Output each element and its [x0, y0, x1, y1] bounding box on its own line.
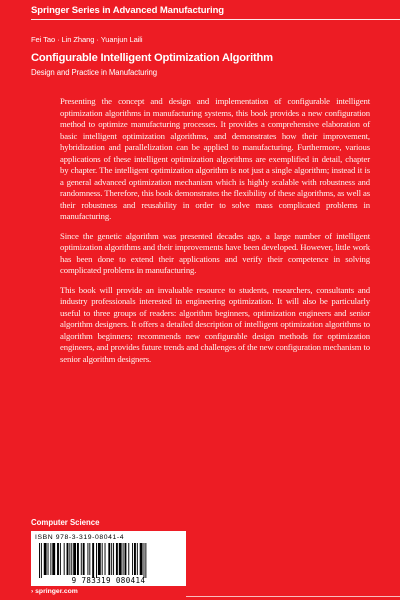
barcode-bar — [145, 543, 146, 578]
barcode-bar — [83, 543, 85, 575]
publisher-link[interactable]: › springer.com — [31, 588, 78, 595]
bottom-divider — [186, 596, 400, 597]
barcode-bar — [134, 543, 136, 575]
description-paragraph-3: This book will provide an invaluable resource to students, researchers, consultants and industry professionals interested in engineering optimization. It will also be particularly useful to three groups of readers: algorithm beginners, optimization engineers and senior algorithm designers. It offers a detailed description of intelligent optimization algorithms to algorithm beginners; recommends new configurable design methods for optimization engineers, and provides future trends and challenges of the new configuration mechanism to senior algorithm designers. — [60, 284, 370, 364]
barcode-bar — [73, 543, 76, 575]
ean-digits: 9 783319 080414 — [71, 576, 146, 585]
barcode-bar — [125, 543, 127, 575]
barcode-bar — [144, 543, 145, 578]
barcode-bar — [128, 543, 129, 575]
book-subtitle: Design and Practice in Manufacturing — [31, 68, 157, 77]
barcode-bar — [81, 543, 82, 575]
barcode-bar — [98, 543, 101, 575]
subject-category: Computer Science — [31, 518, 100, 527]
barcode-bar — [96, 543, 97, 578]
series-name: Springer Series in Advanced Manufacturing — [31, 5, 224, 16]
series-divider — [31, 19, 400, 20]
barcode-bar — [132, 543, 133, 575]
barcode-bar — [87, 543, 88, 575]
barcode-bar — [102, 543, 103, 575]
book-title: Configurable Intelligent Optimization Algorithm — [31, 52, 273, 64]
barcode-bar — [140, 543, 143, 575]
barcode-bar — [105, 543, 106, 575]
barcode-bar — [71, 543, 72, 575]
barcode-bar — [92, 543, 94, 578]
barcode-bar — [116, 543, 118, 575]
authors: Fei Tao · Lin Zhang · Yuanjun Laili — [31, 35, 143, 44]
book-description — [60, 96, 370, 374]
barcode-bar — [113, 543, 114, 575]
barcode-bar — [111, 543, 112, 575]
barcode-bar — [64, 543, 65, 575]
barcode-bar — [57, 543, 59, 575]
barcode-bar — [119, 543, 122, 575]
barcode-bar — [39, 543, 40, 578]
isbn-text: ISBN 978-3-319-08041-4 — [35, 534, 125, 541]
barcode-bar — [137, 543, 138, 575]
barcode-bar — [50, 543, 51, 575]
barcode-bar — [52, 543, 55, 575]
barcode-bar — [44, 543, 47, 575]
barcode-bar — [77, 543, 79, 575]
barcode-bar — [41, 543, 42, 578]
barcode-bar — [89, 543, 90, 575]
barcode-bar — [48, 543, 49, 575]
barcode-bar — [69, 543, 70, 575]
barcode-bar — [108, 543, 110, 575]
barcode-bar — [60, 543, 61, 575]
barcode-image — [35, 543, 177, 578]
description-paragraph-1: Presenting the concept and design and implementation of configurable intelligent optimization algorithms in manufacturing systems, this book provides a new configuration method to optimize manufacturing processes. It provides a comprehensive elaboration of basic intelligent optimization algorithms, and demonstrates how their improvement, hybridization and parallelization can be applied to manufacturing. Furthermore, various applications of these intelligent optimization algorithms are exemplified in detail, chapter by chapter. The intelligent optimization algorithm is not just a single algorithm; instead it is a general advanced optimization mechanism which is highly scalable with robustness and randomness. Therefore, this book demonstrates the flexibility of these algorithms, as well as their robustness and reusability in order to solve mass complicated problems in manufacturing. — [60, 96, 370, 221]
barcode-bar — [67, 543, 69, 575]
barcode-label — [31, 531, 186, 586]
description-paragraph-2: Since the genetic algorithm was presented decades ago, a large number of intelligent optimization algorithms and their improvements have been developed. However, little work has been done to extend their applications and verify their competence in solving complicated problems in manufacturing. — [60, 230, 370, 276]
barcode-bar — [123, 543, 124, 575]
